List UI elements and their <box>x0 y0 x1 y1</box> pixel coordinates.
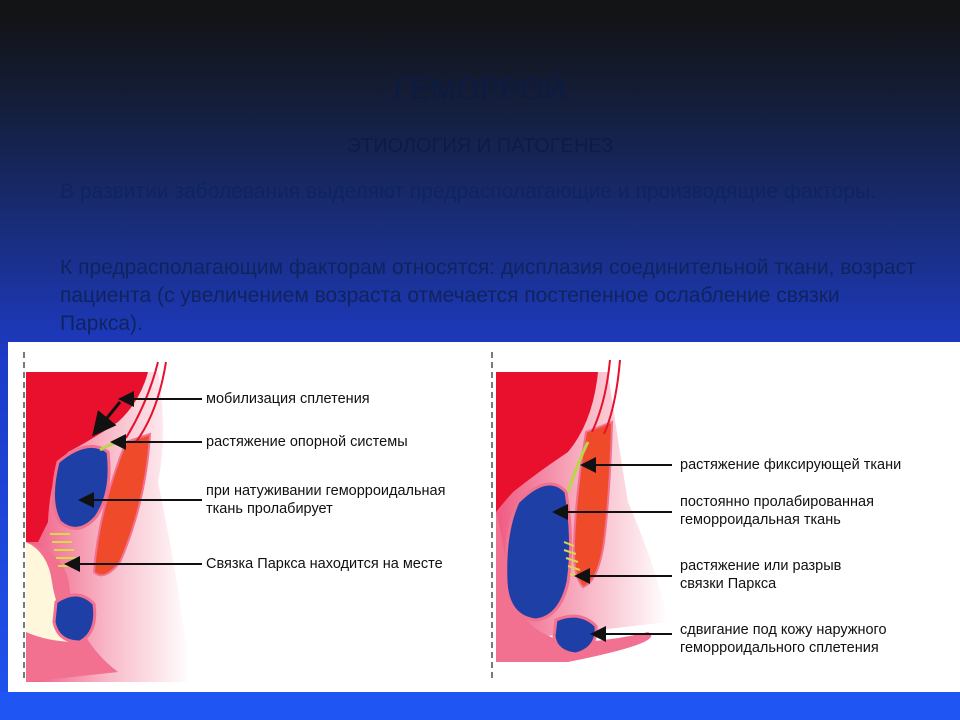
label-straining-line1: при натуживании геморроидальная <box>206 483 446 499</box>
label-parks-in-place: Связка Паркса находится на месте <box>206 556 443 572</box>
label-external-shift-line1: сдвигание под кожу наружного <box>680 622 887 638</box>
bottom-band <box>0 692 960 720</box>
left-panel <box>24 352 202 682</box>
external-plexus-left <box>54 595 95 642</box>
external-plexus-right <box>554 616 596 654</box>
slide-title: ГЕМОРРОЙ <box>393 73 567 106</box>
prolapsed-plexus-right <box>506 484 571 620</box>
label-fixation-stretch: растяжение фиксирующей ткани <box>680 457 902 473</box>
label-plexus-mobilization: мобилизация сплетения <box>206 391 370 407</box>
label-straining-line2: ткань пролабирует <box>206 501 333 517</box>
label-support-stretch: растяжение опорной системы <box>206 434 408 450</box>
hemorrhoid-diagram <box>8 342 960 692</box>
paragraph-predisposing: К предрасполагающим факторам относятся: дисплазия соединительной ткани, возраст пациента (с увеличением возраста отмечается постепенное ослабление связки Паркса). <box>60 256 916 335</box>
label-external-shift-line2: геморроидального сплетения <box>680 640 879 656</box>
label-parks-rupture-line1: растяжение или разрыв <box>680 558 842 574</box>
label-prolapsed-line2: геморроидальная ткань <box>680 512 841 528</box>
paragraph-factors: В развитии заболевания выделяют предрасполагающие и производящие факторы. <box>60 180 876 203</box>
label-parks-rupture-line2: связки Паркса <box>680 576 777 592</box>
slide-subtitle: ЭТИОЛОГИЯ И ПАТОГЕНЕЗ <box>346 135 614 157</box>
right-panel <box>492 352 672 682</box>
label-prolapsed-line1: постоянно пролабированная <box>680 494 874 510</box>
